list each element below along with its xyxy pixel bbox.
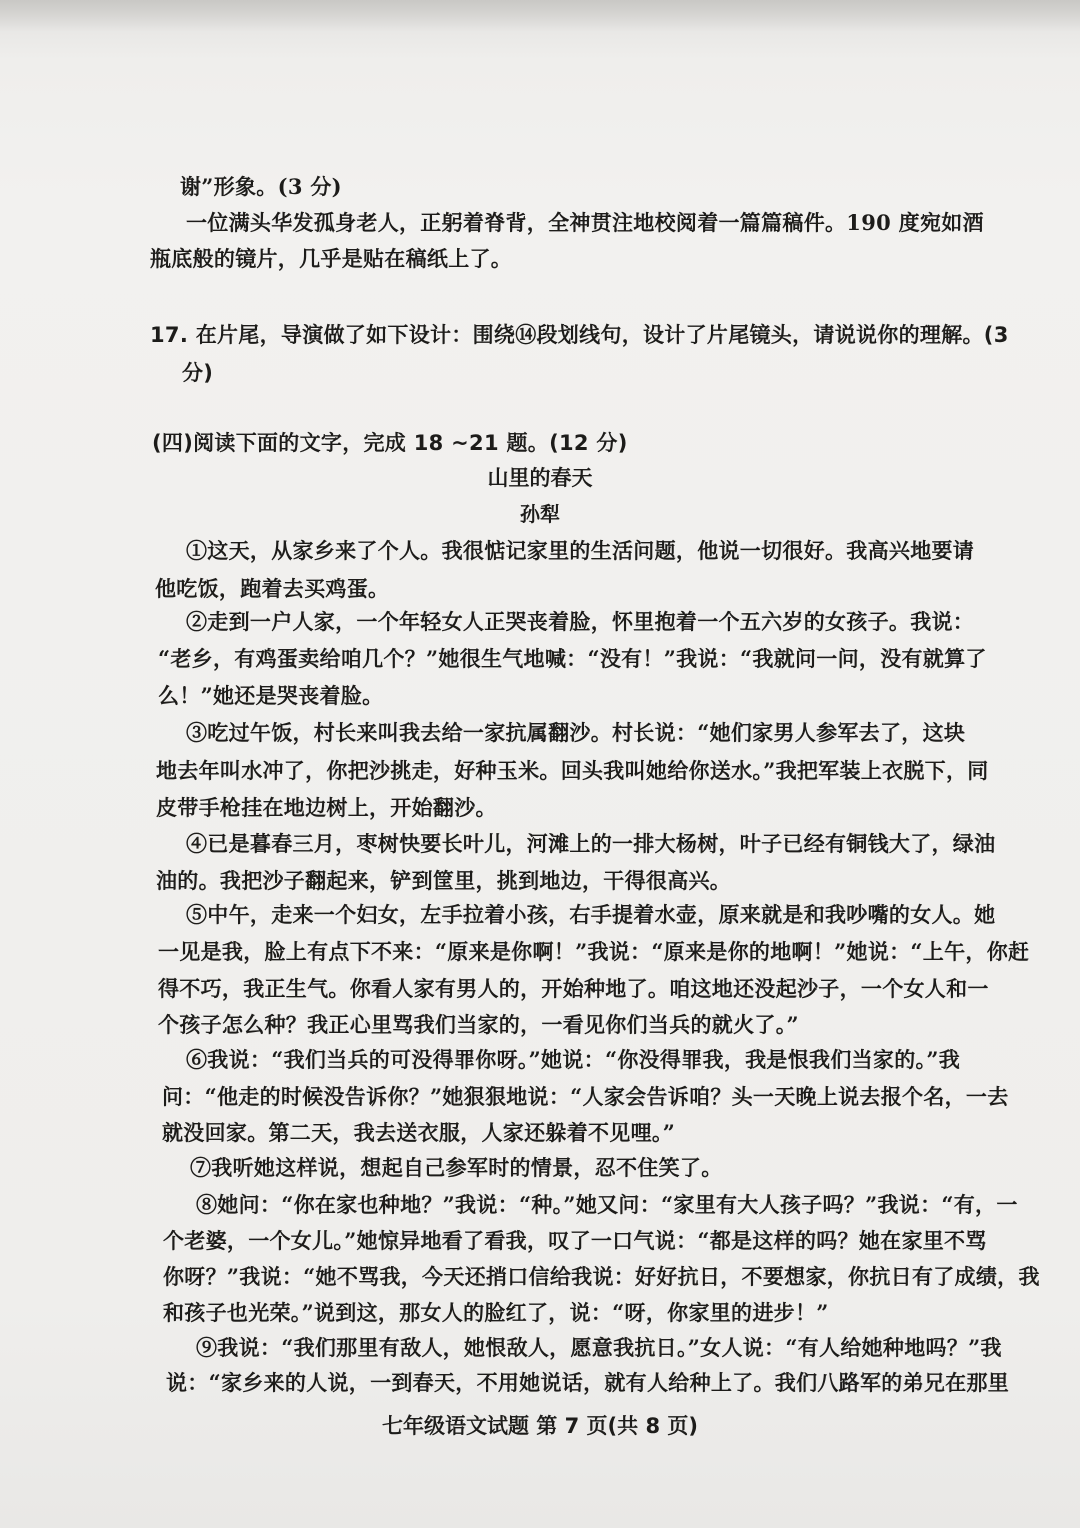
passage-line: 油的。我把沙子翻起来，铲到筐里，挑到地边，干得很高兴。 xyxy=(156,868,732,893)
passage-line: ⑧她问：“你在家也种地？”我说：“种。”她又问：“家里有大人孩子吗？”我说：“有，一 xyxy=(196,1192,1018,1217)
passage-line: ③吃过午饭，村长来叫我去给一家抗属翻沙。村长说：“她们家男人参军去了，这块 xyxy=(186,720,966,745)
passage-line: 么！”她还是哭丧着脸。 xyxy=(158,683,384,708)
passage-author: 孙犁 xyxy=(520,502,560,526)
passage-line: 地去年叫水冲了，你把沙挑走，好种玉米。回头我叫她给你送水。”我把军装上衣脱下，同 xyxy=(156,758,989,783)
passage-line: 个老婆，一个女儿。”她惊异地看了看我，叹了一口气说：“都是这样的吗？她在家里不骂 xyxy=(163,1228,987,1253)
passage-line: 个孩子怎么种？我正心里骂我们当家的，一看见你们当兵的就火了。” xyxy=(158,1012,799,1037)
page-footer: 七年级语文试题 第 7 页(共 8 页) xyxy=(382,1414,698,1438)
passage-line: ⑦我听她这样说，想起自己参军时的情景，忍不住笑了。 xyxy=(190,1155,723,1180)
passage-line: ④已是暮春三月，枣树快要长叶儿，河滩上的一排大杨树，叶子已经有铜钱大了，绿油 xyxy=(186,831,996,856)
passage-line: ①这天，从家乡来了个人。我很惦记家里的生活问题，他说一切很好。我高兴地要请 xyxy=(186,538,975,563)
scan-shadow xyxy=(0,0,1080,32)
passage-title: 山里的春天 xyxy=(487,466,593,490)
passage-line: ②走到一户人家，一个年轻女人正哭丧着脸，怀里抱着一个五六岁的女孩子。我说： xyxy=(186,609,975,634)
passage-line: 说：“家乡来的人说，一到春天，不用她说话，就有人给种上了。我们八路军的弟兄在那里 xyxy=(166,1370,1010,1395)
question-17-line-2: 分) xyxy=(182,361,214,385)
passage-line: ⑤中午，走来一个妇女，左手拉着小孩，右手提着水壶，原来就是和我吵嘴的女人。她 xyxy=(186,902,996,927)
continued-line-2: 一位满头华发孤身老人，正躬着脊背，全神贯注地校阅着一篇篇稿件。190 度宛如酒 xyxy=(186,210,984,235)
passage-line: 和孩子也光荣。”说到这，那女人的脸红了，说：“呀，你家里的进步！” xyxy=(163,1300,829,1325)
passage-line: 你呀？”我说：“她不骂我，今天还捎口信给我说：好好抗日，不要想家，你抗日有了成绩，我 xyxy=(163,1264,1040,1289)
section-4-heading: (四)阅读下面的文字，完成 18 ~21 题。(12 分) xyxy=(152,431,628,455)
passage-line: 皮带手枪挂在地边树上，开始翻沙。 xyxy=(156,795,497,820)
passage-line: 问：“他走的时候没告诉你？”她狠狠地说：“人家会告诉咱？头一天晚上说去报个名，一去 xyxy=(162,1084,1009,1109)
question-17-line-1: 17. 在片尾，导演做了如下设计：围绕⑭段划线句，设计了片尾镜头，请说说你的理解。(3 xyxy=(150,323,1009,347)
passage-line: ⑥我说：“我们当兵的可没得罪你呀。”她说：“你没得罪我，我是恨我们当家的。”我 xyxy=(186,1047,961,1072)
passage-line: 他吃饭，跑着去买鸡蛋。 xyxy=(155,576,390,601)
passage-line: “老乡，有鸡蛋卖给咱几个？”她很生气地喊：“没有！”我说：“我就问一问，没有就算了 xyxy=(158,646,987,671)
passage-line: 就没回家。第二天，我去送衣服，人家还躲着不见哩。” xyxy=(162,1120,676,1145)
continued-line-1: 谢”形象。(3 分) xyxy=(180,174,342,199)
passage-line: ⑨我说：“我们那里有敌人，她恨敌人，愿意我抗日。”女人说：“有人给她种地吗？”我 xyxy=(196,1335,1002,1360)
continued-line-3: 瓶底般的镜片，几乎是贴在稿纸上了。 xyxy=(150,246,513,271)
passage-line: 一见是我，脸上有点下不来：“原来是你啊！”我说：“原来是你的地啊！”她说：“上午，你赶 xyxy=(158,939,1030,964)
passage-line: 得不巧，我正生气。你看人家有男人的，开始种地了。咱这地还没起沙子，一个女人和一 xyxy=(158,976,989,1001)
